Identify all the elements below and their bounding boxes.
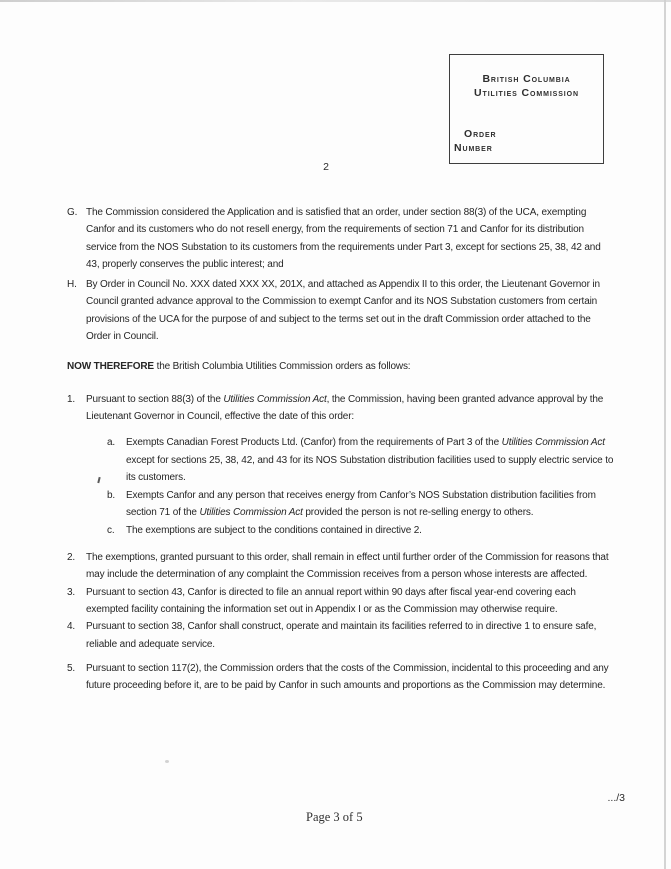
recital-g bbox=[67, 204, 615, 273]
directive-5-label: 5. bbox=[67, 662, 76, 674]
directive-1-act-title: Utilities Commission Act bbox=[223, 393, 327, 405]
directive-4 bbox=[67, 618, 615, 653]
scan-top-edge-artifact bbox=[0, 0, 671, 2]
subdirective-b-post: provided the person is not re-selling energy to others. bbox=[302, 507, 534, 519]
directive-1-post: , the Commission, having been granted advance approval by the Lieutenant Governor in Council, effective the date of this order: bbox=[86, 393, 604, 422]
subdirective-b bbox=[107, 487, 615, 522]
subdirective-c bbox=[107, 522, 615, 539]
directive-5 bbox=[67, 660, 615, 695]
directive-5-text: Pursuant to section 117(2), the Commission orders that the costs of the Commission, incidental to this proceeding and any future proceeding before it, are to be paid by Canfor in such amounts and proportions as the Commission may determine. bbox=[86, 662, 609, 692]
recital-h-label: H. bbox=[67, 279, 77, 291]
subdirective-a-post: except for sections 25, 38, 42, and 43 for its NOS Substation distribution facilities used to supply electric service to its customers. bbox=[126, 454, 614, 483]
directive-1-text bbox=[86, 391, 615, 426]
scan-right-edge-artifact bbox=[664, 0, 666, 869]
now-therefore-bold: NOW THEREFORE bbox=[67, 361, 154, 373]
directive-2-text: The exemptions, granted pursuant to this order, shall remain in effect until further order of the Commission for reasons that may include the determination of any complaint the Commission receives from a person whose interests are affected. bbox=[86, 552, 609, 581]
directive-1 bbox=[67, 391, 615, 426]
directive-4-label: 4. bbox=[67, 621, 76, 633]
subdirective-a-label: a. bbox=[107, 437, 116, 449]
now-therefore-clause bbox=[67, 358, 615, 375]
order-body bbox=[67, 204, 615, 694]
order-word: Order bbox=[464, 128, 497, 140]
subdirective-a-pre: Exempts Canadian Forest Products Ltd. (Canfor) from the requirements of Part 3 of the bbox=[126, 437, 502, 449]
continuation-mark: .../3 bbox=[607, 792, 625, 804]
directive-1-pre: Pursuant to section 88(3) of the bbox=[86, 393, 224, 405]
now-therefore-text bbox=[67, 358, 615, 375]
commission-name-line1: British Columbia bbox=[482, 73, 571, 85]
directive-2-label: 2. bbox=[67, 552, 76, 564]
recital-h bbox=[67, 276, 615, 345]
directive-3 bbox=[67, 584, 615, 619]
subdirective-c-text: The exemptions are subject to the conditions contained in directive 2. bbox=[126, 524, 422, 536]
subdirective-a bbox=[107, 434, 615, 486]
recital-g-label: G. bbox=[67, 207, 78, 218]
directive-2 bbox=[67, 549, 615, 584]
recital-g-text: The Commission considered the Application and is satisfied that an order, under section 88(3) of the UCA, exempting Canfor and its customers who do not resell energy, from the requirements of section 71 and Canfor for its distribution service from the NOS Substation to its customers from the requirements under Part 3, except for sections 25, 38, 42 and 43, properly conserves the public interest; and bbox=[86, 207, 601, 270]
subdirective-c-label: c. bbox=[107, 524, 115, 536]
page-footer-label: Page 3 of 5 bbox=[306, 810, 363, 824]
subdirective-a-act-title: Utilities Commission Act bbox=[501, 437, 605, 449]
ink-smudge-dot bbox=[165, 760, 169, 763]
subdirective-b-pre: Exempts Canfor and any person that receives energy from Canfor’s NOS Substation distribution facilities from section 71 of the bbox=[126, 490, 596, 519]
order-number-label bbox=[450, 128, 603, 155]
directive-1-label: 1. bbox=[67, 393, 76, 405]
directive-3-label: 3. bbox=[67, 586, 76, 598]
directive-3-text: Pursuant to section 43, Canfor is directed to file an annual report within 90 days after fiscal year-end covering each exempted facility containing the information set out in Appendix I or as the Commission may otherwise require. bbox=[86, 586, 576, 615]
subdirective-b-text bbox=[126, 487, 615, 522]
subdirective-b-label: b. bbox=[107, 490, 116, 502]
order-stamp-box bbox=[449, 54, 604, 164]
recital-h-text: By Order in Council No. XXX dated XXX XX, 201X, and attached as Appendix II to this order, the Lieutenant Governor in Council granted advance approval to the Commission to exempt Canfor and its NOS Substation customers from certain provisions of the UCA for the purpose of and subject to the terms set out in the draft Commission order attached to the Order in Council. bbox=[86, 279, 600, 343]
number-word: Number bbox=[454, 141, 493, 154]
subdirective-a-text bbox=[126, 434, 615, 486]
commission-name-line2: Utilities Commission bbox=[474, 87, 579, 99]
page-number: 2 bbox=[323, 161, 329, 173]
commission-name bbox=[450, 72, 603, 100]
subdirective-b-act-title: Utilities Commission Act bbox=[199, 507, 303, 519]
directive-4-text: Pursuant to section 38, Canfor shall construct, operate and maintain its facilities referred to in directive 1 to ensure safe, reliable and adequate service. bbox=[86, 621, 597, 650]
now-therefore-rest: the British Columbia Utilities Commission orders as follows: bbox=[153, 361, 411, 373]
